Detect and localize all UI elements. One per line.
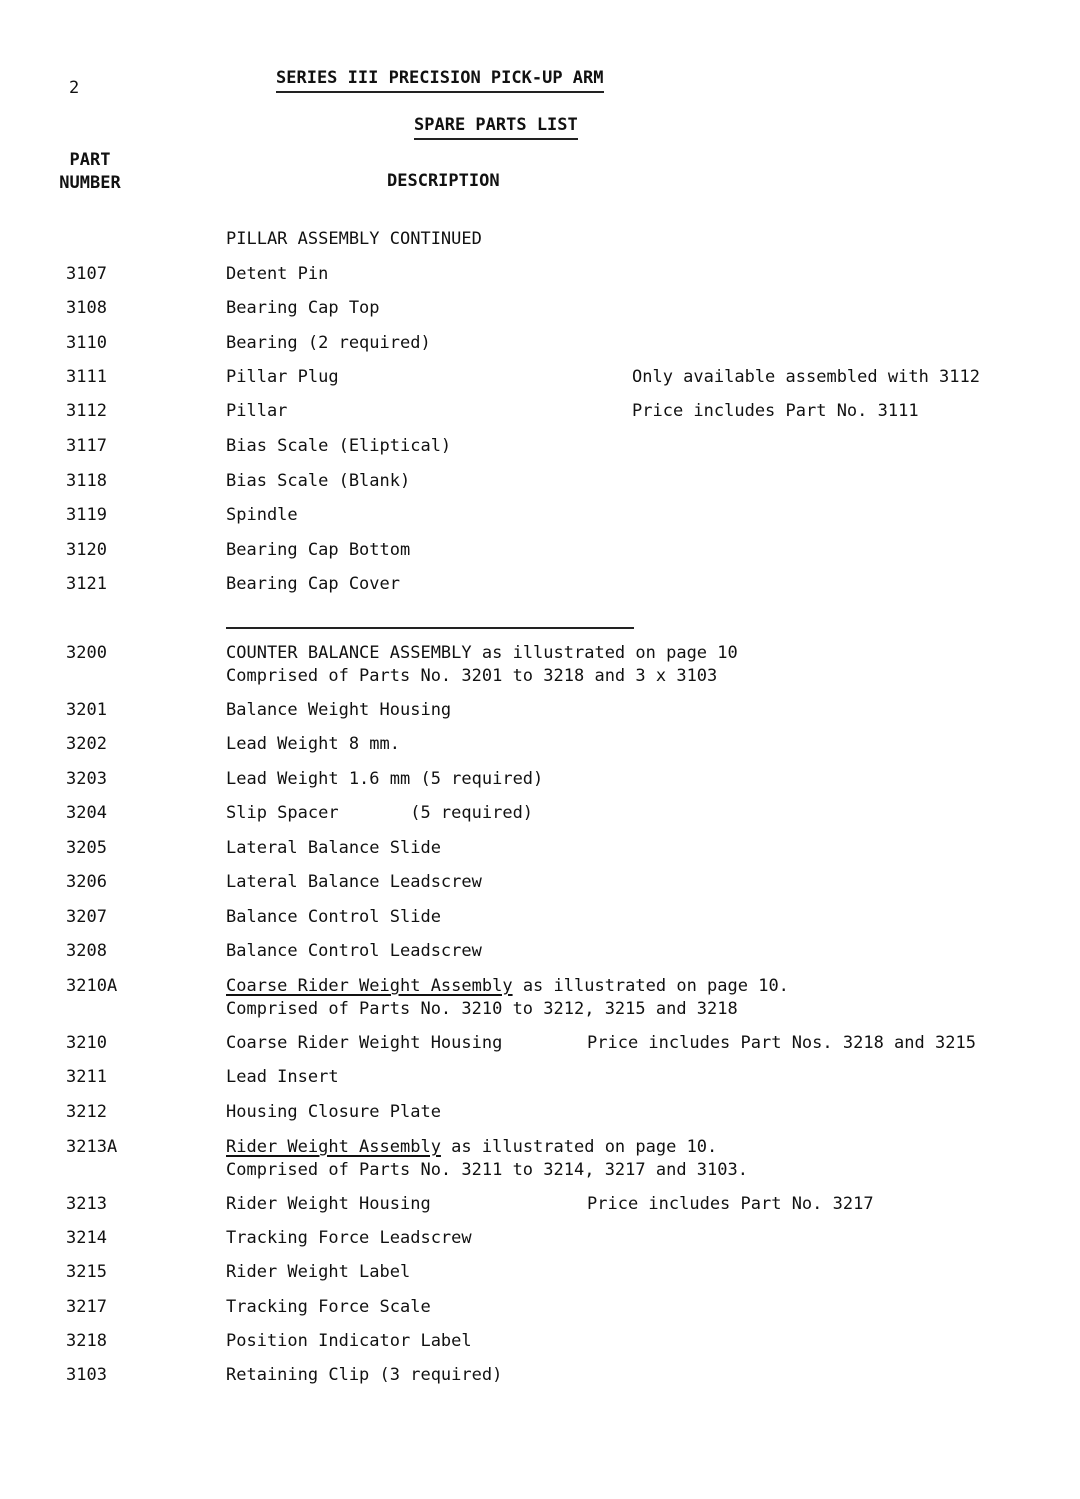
assembly-title: Rider Weight Assembly xyxy=(226,1137,441,1157)
part-number: 3108 xyxy=(66,298,107,318)
part-description: Bearing (2 required) xyxy=(226,333,431,353)
column-header-description: DESCRIPTION xyxy=(387,171,500,191)
part-description: Rider Weight Label xyxy=(226,1262,411,1282)
part-description: Lead Weight 8 mm. xyxy=(226,734,400,754)
part-number: 3207 xyxy=(66,907,107,927)
part-description xyxy=(226,642,738,665)
part-description: Tracking Force Scale xyxy=(226,1297,431,1317)
part-description: Tracking Force Leadscrew xyxy=(226,1228,472,1248)
part-description: Slip Spacer (5 required) xyxy=(226,803,534,823)
part-number: 3210 xyxy=(66,1033,107,1053)
part-number: 3110 xyxy=(66,333,107,353)
column-header-part-number xyxy=(54,149,126,195)
part-description-line2: Comprised of Parts No. 3210 to 3212, 3215 and 3218 xyxy=(226,999,738,1019)
part-note: Only available assembled with 3112 xyxy=(632,367,980,387)
part-description xyxy=(226,975,789,998)
part-description: Balance Control Leadscrew xyxy=(226,941,482,961)
part-description: Retaining Clip (3 required) xyxy=(226,1365,503,1385)
part-description: Bearing Cap Cover xyxy=(226,574,400,594)
part-number: 3212 xyxy=(66,1102,107,1122)
part-number: 3203 xyxy=(66,769,107,789)
part-number: 3107 xyxy=(66,264,107,284)
part-description: Position Indicator Label xyxy=(226,1331,472,1351)
part-description: Detent Pin xyxy=(226,264,329,284)
part-description: Lateral Balance Slide xyxy=(226,838,441,858)
part-number: 3112 xyxy=(66,401,107,421)
part-note: Price includes Part Nos. 3218 and 3215 xyxy=(587,1033,976,1053)
part-number: 3119 xyxy=(66,505,107,525)
page-subtitle: SPARE PARTS LIST xyxy=(414,114,578,140)
part-number: 3218 xyxy=(66,1331,107,1351)
part-number: 3208 xyxy=(66,941,107,961)
part-description: Bias Scale (Eliptical) xyxy=(226,436,452,456)
part-number: 3213A xyxy=(66,1137,118,1157)
part-number: 3215 xyxy=(66,1262,107,1282)
part-description: Bearing Cap Bottom xyxy=(226,540,411,560)
part-number: 3211 xyxy=(66,1067,107,1087)
page-title: SERIES III PRECISION PICK-UP ARM xyxy=(276,67,604,93)
part-description: Coarse Rider Weight Housing xyxy=(226,1033,503,1053)
part-description: Rider Weight Housing xyxy=(226,1194,431,1214)
part-number: 3118 xyxy=(66,471,107,491)
assembly-heading-rest: as illustrated on page 10 xyxy=(471,643,738,663)
part-number: 3111 xyxy=(66,367,107,387)
part-description: Lead Weight 1.6 mm (5 required) xyxy=(226,769,544,789)
part-description: Balance Control Slide xyxy=(226,907,441,927)
page-number: 2 xyxy=(69,78,80,98)
part-number: 3204 xyxy=(66,803,107,823)
part-description: Pillar Plug xyxy=(226,367,339,387)
part-note: Price includes Part No. 3111 xyxy=(632,401,919,421)
part-description: Lateral Balance Leadscrew xyxy=(226,872,482,892)
part-description-line2: Comprised of Parts No. 3211 to 3214, 3217 and 3103. xyxy=(226,1160,748,1180)
part-description: Spindle xyxy=(226,505,298,525)
part-number: 3205 xyxy=(66,838,107,858)
part-number: 3201 xyxy=(66,700,107,720)
part-description: Pillar xyxy=(226,401,288,421)
part-description: Housing Closure Plate xyxy=(226,1102,441,1122)
part-description: Balance Weight Housing xyxy=(226,700,452,720)
part-description xyxy=(226,1136,717,1159)
column-header-part-number-text: PART NUMBER xyxy=(59,150,121,193)
part-number: 3200 xyxy=(66,643,107,663)
assembly-title: Coarse Rider Weight Assembly xyxy=(226,976,513,996)
part-description: Bearing Cap Top xyxy=(226,298,380,318)
part-note: Price includes Part No. 3217 xyxy=(587,1194,874,1214)
section-heading-pillar-assembly: PILLAR ASSEMBLY CONTINUED xyxy=(226,229,482,249)
part-number: 3121 xyxy=(66,574,107,594)
assembly-title-rest: as illustrated on page 10. xyxy=(512,976,789,996)
section-divider xyxy=(226,627,634,629)
part-number: 3214 xyxy=(66,1228,107,1248)
part-number: 3103 xyxy=(66,1365,107,1385)
assembly-heading: COUNTER BALANCE ASSEMBLY xyxy=(226,643,472,663)
assembly-title-rest: as illustrated on page 10. xyxy=(440,1137,718,1157)
part-number: 3210A xyxy=(66,976,118,996)
part-number: 3217 xyxy=(66,1297,107,1317)
part-number: 3117 xyxy=(66,436,107,456)
part-description-line2: Comprised of Parts No. 3201 to 3218 and 3 x 3103 xyxy=(226,666,718,686)
part-description: Bias Scale (Blank) xyxy=(226,471,411,491)
part-number: 3120 xyxy=(66,540,107,560)
part-number: 3206 xyxy=(66,872,107,892)
part-number: 3213 xyxy=(66,1194,107,1214)
part-number: 3202 xyxy=(66,734,107,754)
part-description: Lead Insert xyxy=(226,1067,339,1087)
